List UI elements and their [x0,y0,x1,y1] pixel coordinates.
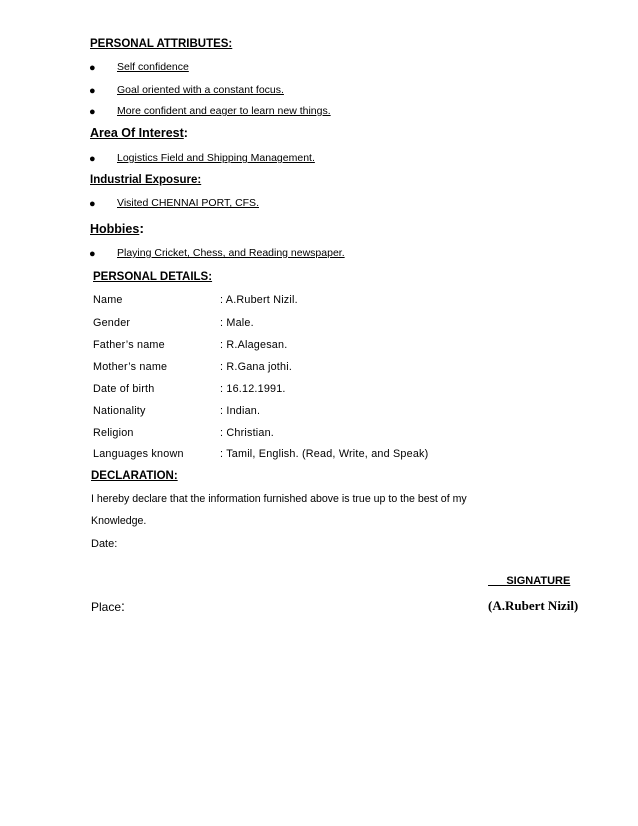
bullet-icon: ● [89,153,96,165]
bullet-icon: ● [89,248,96,260]
detail-value-father: : R.Alagesan. [220,339,288,351]
detail-value-dob: : 16.12.1991. [220,383,286,395]
area-of-interest-title: Area Of Interest [90,126,184,140]
attribute-item: More confident and eager to learn new things. [117,105,331,117]
declaration-text-line1: I hereby declare that the information furnished above is true up to the best of my [91,493,467,505]
attribute-item: Goal oriented with a constant focus. [117,84,284,96]
declaration-heading: DECLARATION: [91,470,178,482]
industrial-exposure-heading: Industrial Exposure: [90,174,202,186]
personal-attributes-heading: PERSONAL ATTRIBUTES: [90,38,233,50]
bullet-icon: ● [89,85,96,97]
detail-value-gender: : Male. [220,317,254,329]
detail-label-dob: Date of birth [93,383,155,395]
bullet-icon: ● [89,198,96,210]
attribute-item: Self confidence [117,61,189,73]
date-label: Date: [91,538,118,550]
signature-text: SIGNATURE [506,575,571,587]
detail-label-nationality: Nationality [93,405,146,417]
detail-value-name: : A.Rubert Nizil. [220,294,298,306]
detail-value-religion: : Christian. [220,427,275,439]
place-label [91,598,125,614]
bullet-icon: ● [89,62,96,74]
detail-label-mother: Mother’s name [93,361,168,373]
detail-value-nationality: : Indian. [220,405,261,417]
hobbies-title: Hobbies [90,222,140,236]
detail-label-father: Father’s name [93,339,165,351]
signature-label [488,575,570,587]
hobby-item: Playing Cricket, Chess, and Reading newspaper. [117,247,345,259]
personal-details-heading: PERSONAL DETAILS: [93,271,213,283]
heading-colon: : [183,126,188,140]
heading-colon: : [139,220,144,236]
bullet-icon: ● [89,106,96,118]
detail-value-mother: : R.Gana jothi. [220,361,293,373]
exposure-item: Visited CHENNAI PORT, CFS. [117,197,259,209]
interest-item: Logistics Field and Shipping Management. [117,152,315,164]
area-of-interest-heading [90,126,188,140]
hobbies-heading [90,220,144,236]
detail-value-languages: : Tamil, English. (Read, Write, and Speak) [220,448,429,460]
detail-label-name: Name [93,294,123,306]
declaration-text-line2: Knowledge. [91,515,147,527]
signatory-name: (A.Rubert Nizil) [488,598,579,613]
detail-label-religion: Religion [93,427,134,439]
detail-label-gender: Gender [93,317,131,329]
place-colon: : [121,598,125,614]
place-text: Place [91,600,122,614]
detail-label-languages: Languages known [93,448,184,460]
